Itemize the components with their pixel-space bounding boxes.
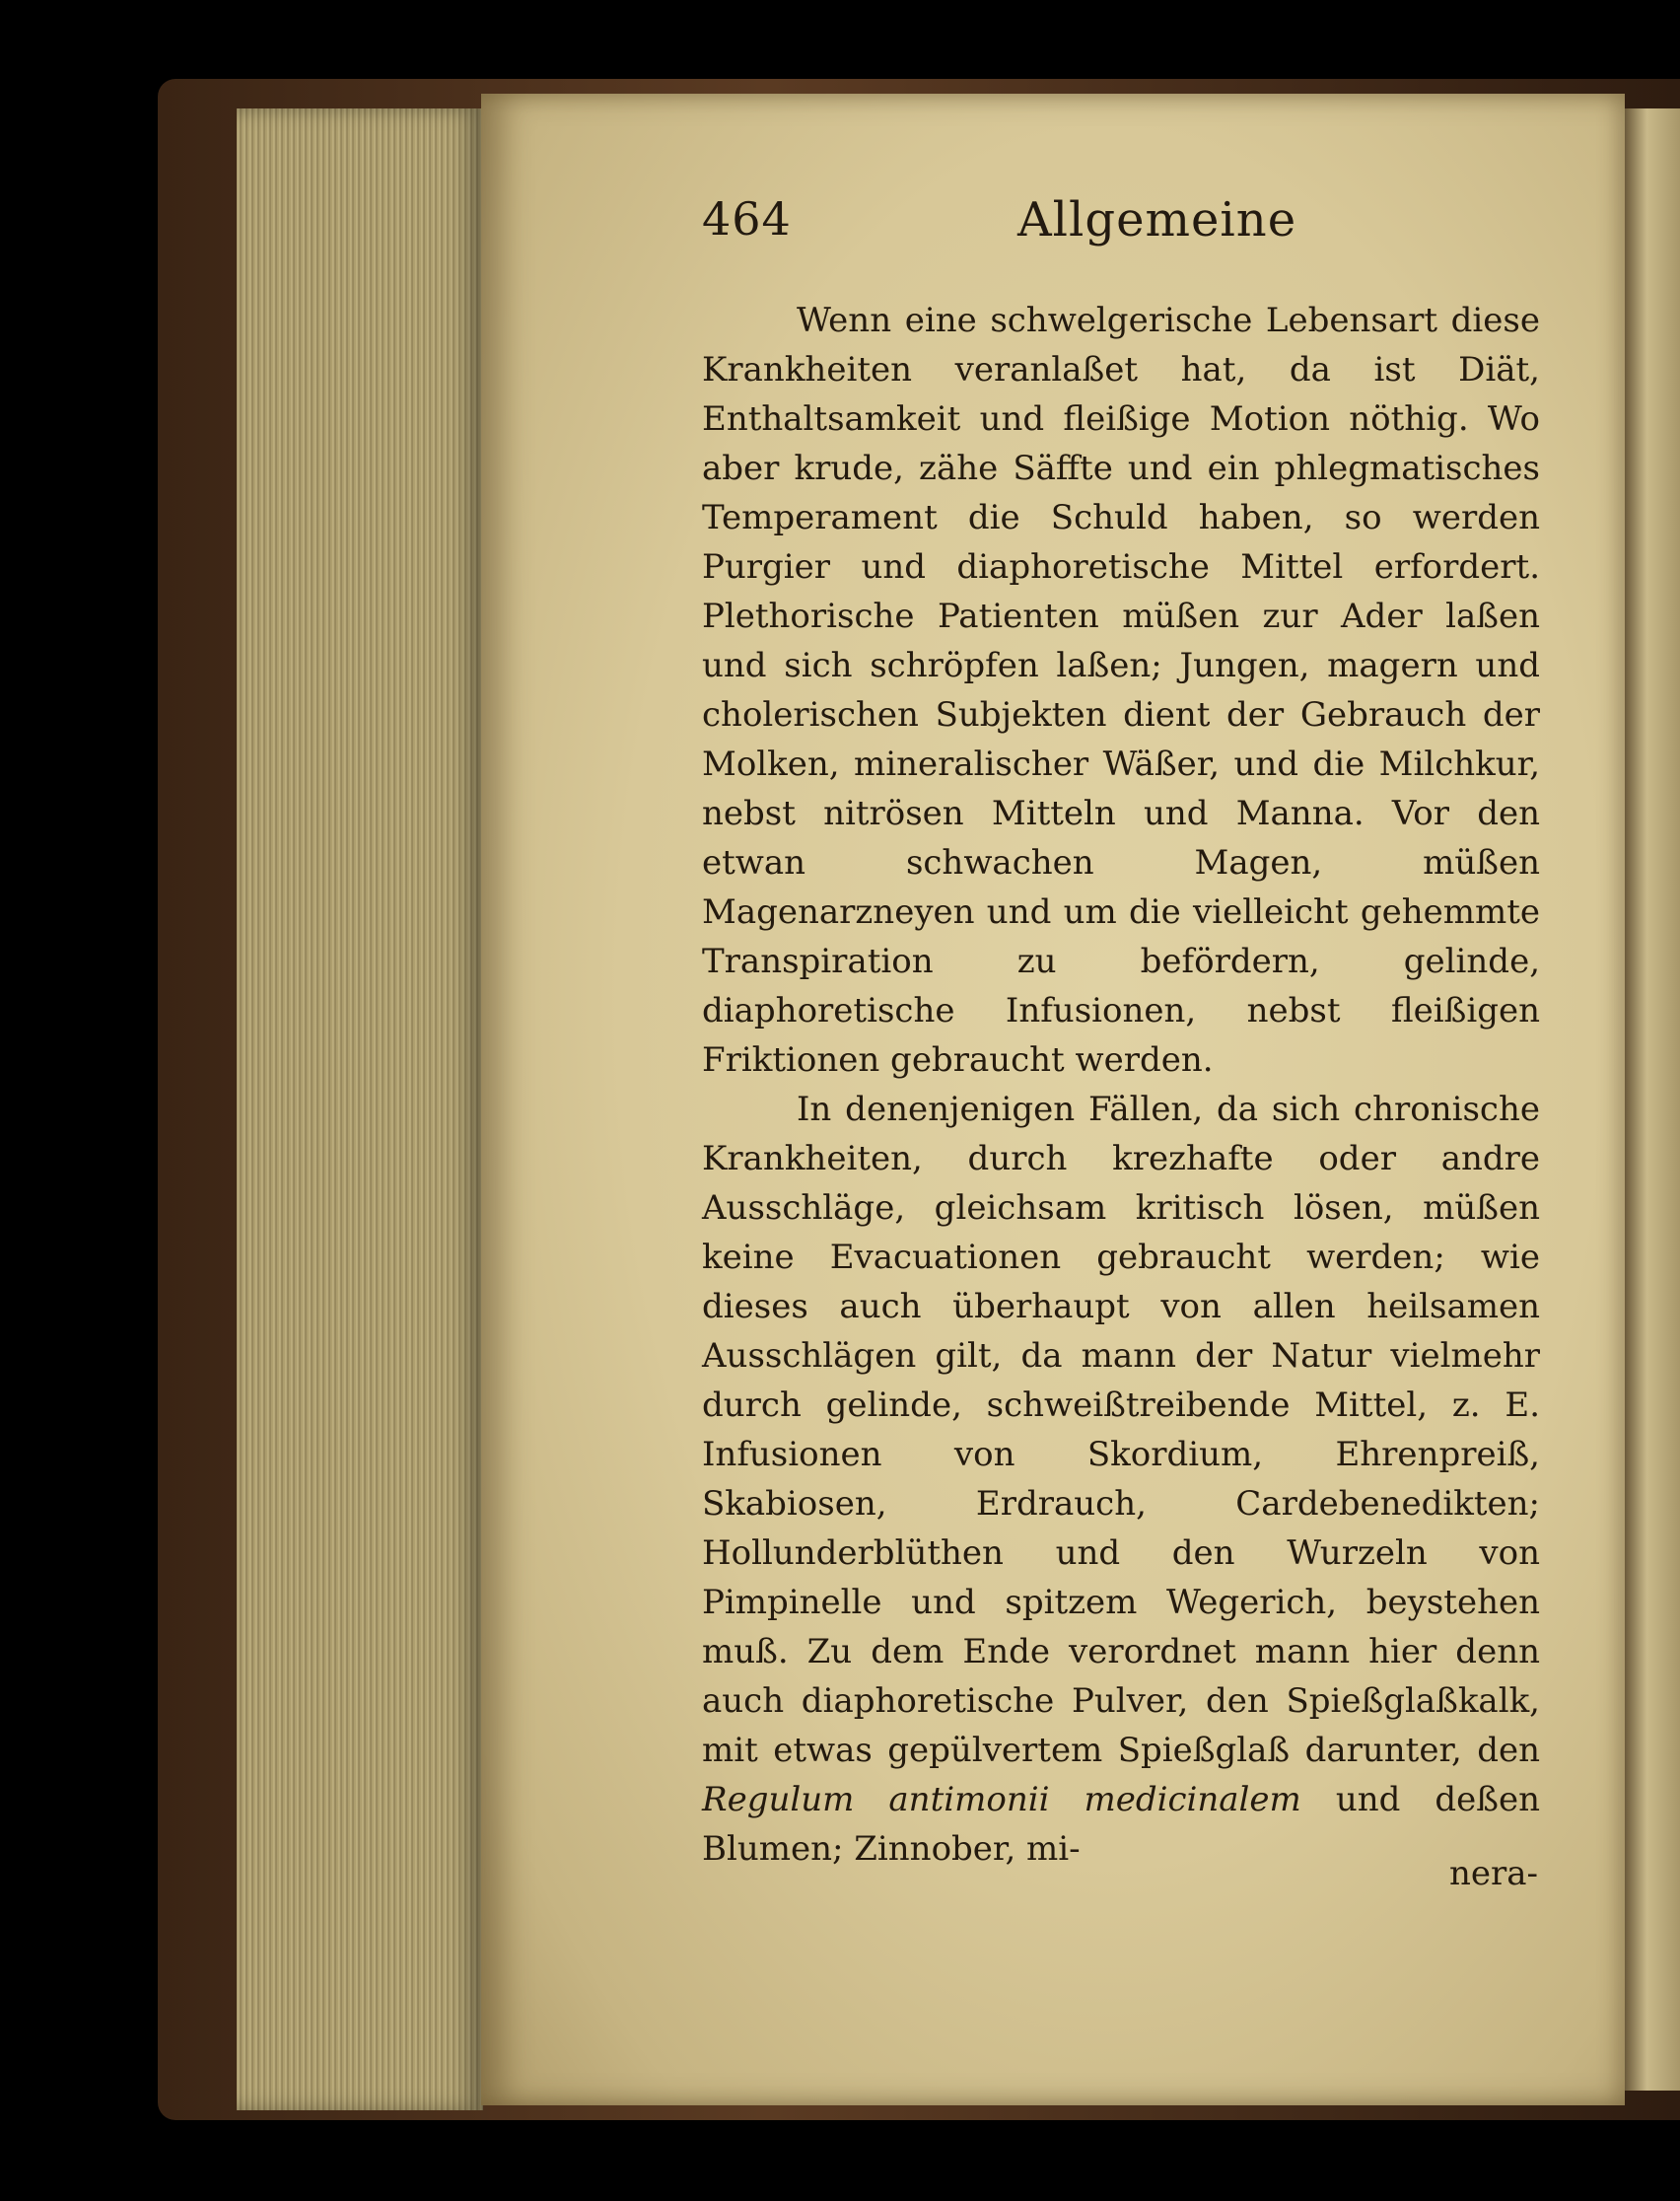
page-body (702, 296, 1540, 1874)
running-title: Allgemeine (1017, 192, 1297, 248)
page-header (702, 192, 1579, 261)
paragraph-1: Wenn eine schwelgerische Lebensart diese Krankheiten veranlaßet hat, da ist Diät, Enthaltsamkeit und fleißige Motion nöthig. Wo aber krude, zähe Säffte und ein phlegmatisches Temperament die Schuld haben, so werden Purgier und diaphoretische Mittel erfordert. Plethorische Patienten müßen zur Ader laßen und sich schröpfen laßen; Jungen, magern und cholerischen Subjekten dient der Gebrauch der Molken, mineralischer Wäßer, und die Milchkur, nebst nitrösen Mitteln und Manna. Vor den etwan schwachen Magen, müßen Magenarzneyen und um die vielleicht gehemmte Transpiration zu befördern, gelinde, diaphoretische Infusionen, nebst fleißigen Friktionen gebraucht werden. (702, 301, 1540, 1080)
paragraph-2-text: In denenjenigen Fällen, da sich chronische Krankheiten, durch krezhafte oder andre Ausschläge, gleichsam kritisch lösen, müßen keine Evacuationen gebraucht werden; wie dieses auch überhaupt von allen heilsamen Ausschlägen gilt, da mann der Natur vielmehr durch gelinde, schweißtreibende Mittel, z. E. Infusionen von Skordium, Ehrenpreiß, Skabiosen, Erdrauch, Cardebenedikten; Hollunderblüthen und den Wurzeln von Pimpinelle und spitzem Wegerich, beystehen muß. Zu dem Ende verordnet mann hier denn auch diaphoretische Pulver, den Spießglaßkalk, mit etwas gepülvertem Spießglaß darunter, den (702, 1090, 1540, 1770)
catchword: nera- (1449, 1854, 1539, 1893)
page-number: 464 (702, 192, 792, 246)
page-edges (237, 108, 483, 2110)
paragraph-2 (702, 1085, 1540, 1874)
latin-term: Regulum antimonii medicinalem (702, 1780, 1301, 1819)
paragraph-2-text-end: und deßen Blumen; Zinnober, mi- (702, 1780, 1540, 1869)
facing-page-edge (1625, 108, 1680, 2091)
